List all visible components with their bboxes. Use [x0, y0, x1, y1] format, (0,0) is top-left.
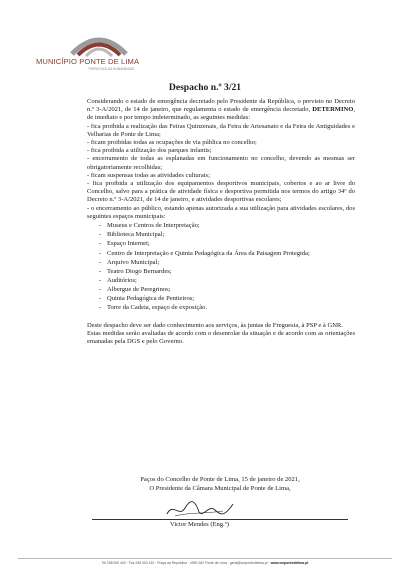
- footer: [18, 561, 392, 565]
- measure-item: - o encerramento ao público, estando apenas autorizada a sua utilização para atividades escolares, dos seguintes espaços municipais:: [87, 204, 355, 220]
- measure-item: - fica proibida a utilização dos parques infantis;: [87, 147, 212, 155]
- signer-role: O Presidente da Câmara Municipal de Ponte de Lima,: [149, 484, 291, 492]
- measure-item: - ficam proibidas todas as ocupações de via pública no concelho;: [87, 139, 257, 147]
- notification-paragraph: Deste despacho deve ser dado conhecimento aos serviços, às juntas de Freguesia, à PSP e à GNR.: [87, 321, 343, 329]
- footer-divider: [18, 558, 392, 559]
- logo-subtitle: TERRA RICA DA HUMANIDADE: [88, 67, 135, 71]
- determino-keyword: DETERMINO: [312, 106, 354, 114]
- footer-contacts: Tel 258 900 400 · Fax 258 900 410 · Praça da República · 4990 062 Ponte de Lima · geral@cmpontedelima.pt ·: [101, 561, 271, 565]
- space-item: - Arquivo Municipal;: [107, 258, 355, 267]
- measure-item: - fica proibida a utilização dos equipamentos desportivos municipais, cobertos e ao ar livre do Concelho, salvo para a prática de atividade física e desportiva permitida nos termos do artigo 34º do Decreto n.º 3-A/2021, de 14 de janeiro, e atividades desportivas escolares;: [87, 180, 355, 204]
- measure-item: - encerramento de todas as esplanadas em funcionamento no concelho, devendo as mesmas ser obrigatoriamente recolhidas;: [87, 155, 355, 171]
- space-item: - Torre da Cadeia, espaço de exposição.: [107, 303, 355, 312]
- municipal-spaces-list: [87, 221, 355, 313]
- intro-paragraph: [87, 98, 355, 123]
- measure-item: - fica proibida a realização das Feiras Quinzenais, da Feira de Artesanato e da Feira de Antiguidades e Velharias de Ponte de Lima;: [87, 122, 355, 138]
- space-item: - Centro de Interpretação e Quinta Pedagógica da Área da Paisagem Protegida;: [107, 249, 355, 258]
- space-item: - Teatro Diogo Bernardes;: [107, 267, 355, 276]
- space-item: - Albergue de Peregrinos;: [107, 285, 355, 294]
- intro-text: Considerando o estado de emergência decretado pelo Presidente da República, o previsto no Decreto n.º 3-A/2021, de 14 de janeiro, que regulamenta o estado de emergência decretado,: [87, 98, 355, 114]
- handwritten-signature: [165, 498, 235, 520]
- space-item: - Espaço Internet;: [107, 239, 355, 248]
- measure-item: - ficam suspensas todas as atividades culturais;: [87, 171, 210, 179]
- place-date: Paços do Concelho de Ponte de Lima, 15 de janeiro de 2021,: [140, 476, 300, 483]
- closing-block: [90, 476, 350, 494]
- space-item: - Biblioteca Municipal;: [107, 230, 355, 239]
- document-title: Despacho n.º 3/21: [168, 82, 242, 93]
- signer-name: Victor Mendes (Eng.º): [170, 521, 229, 528]
- space-item: - Museus e Centros de Interpretação;: [107, 221, 355, 230]
- footer-website-link[interactable]: www.cmpontedelima.pt: [270, 561, 309, 565]
- signature-line: [92, 519, 348, 520]
- municipality-logo: [36, 30, 166, 80]
- logo-text: MUNICÍPIO PONTE DE LIMA: [36, 57, 140, 66]
- bridge-logo-icon: [68, 30, 130, 58]
- space-item: - Auditórios;: [107, 276, 355, 285]
- intro-text-end: , de imediato e por tempo indeterminado, as seguintes medidas:: [87, 106, 355, 122]
- evaluation-paragraph: Estas medidas serão avaliadas de acordo com o desenrolar da situação e de acordo com as orientações emanadas pela DGS e pelo Governo.: [87, 329, 355, 346]
- space-item: - Quinta Pedagógica de Pentieiros;: [107, 294, 355, 303]
- document-body: [87, 98, 355, 346]
